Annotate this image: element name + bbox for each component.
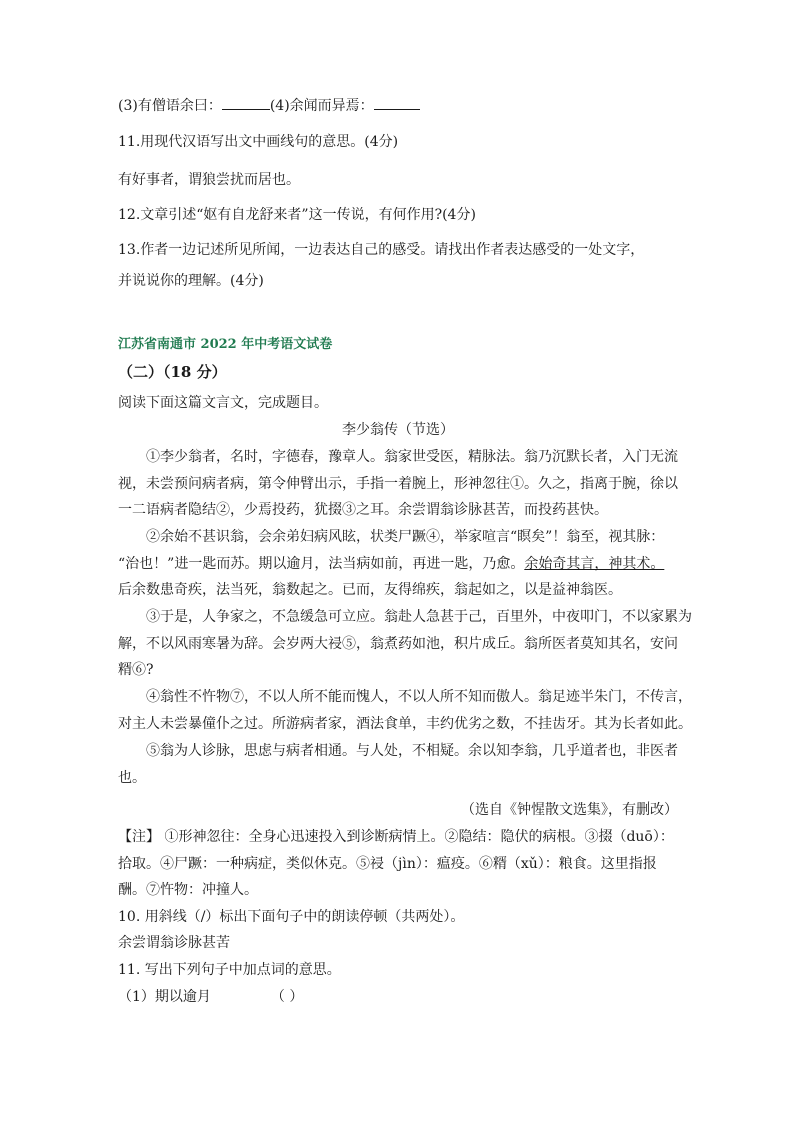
passage-title: 李少翁传（节选） <box>342 422 454 438</box>
notes-line-3: 酬。⑦忤物：冲撞人。 <box>118 882 258 898</box>
question-10b: 10. 用斜线（/）标出下面句子中的朗读停顿（共两处）。 <box>118 909 465 925</box>
paragraph-1-line-1: ①李少翁者，名时，字德春，豫章人。翁家世受医，精脉法。翁乃沉默长者，入门无流 <box>146 449 678 465</box>
question-11a: 11.用现代汉语写出文中画线句的意思。(4分) <box>118 134 399 150</box>
paragraph-3-line-2: 解，不以风雨寒暑为辞。会岁两大祲⑤，翁煮药如池，积片成丘。翁所医者莫知其名，安问 <box>118 636 678 652</box>
question-11b-item-1 <box>118 987 303 1007</box>
question-13a-line1: 13.作者一边记述所见所闻，一边表达自己的感受。请找出作者表达感受的一处文字， <box>118 242 645 258</box>
paragraph-5-line-1: ⑤翁为人诊脉，思虑与病者相通。与人处，不相疑。余以知李翁，几乎道者也，非医者 <box>146 743 678 759</box>
answer-blank[interactable] <box>222 95 270 110</box>
paragraph-4-line-1: ④翁性不忤物⑦，不以人所不能而愧人，不以人所不知而傲人。翁足迹半朱门，不传言， <box>146 689 692 705</box>
answer-parentheses[interactable]: （ ） <box>270 989 304 1005</box>
question-10b-sentence: 余尝谓翁诊脉甚苦 <box>118 935 230 951</box>
paragraph-1-line-3: 一二语病者隐结②，少焉投药，犹掇③之耳。余尝谓翁诊脉甚苦，而投药甚快。 <box>118 502 608 518</box>
question-12a: 12.文章引述“妪有自龙舒来者”这一传说，有何作用?(4分) <box>118 207 476 223</box>
paragraph-1-line-2: 视，未尝预问病者病，第令伸臂出示，手指一着腕上，形神忽往①。久之，指离于腕，徐以 <box>118 476 678 492</box>
paragraph-2-line-2 <box>118 554 664 574</box>
notes-line-2: 拾取。④尸蹶：一种病症，类似休克。⑤祲（jìn）：瘟疫。⑥糈（xǔ）：粮食。这里指报 <box>118 856 657 872</box>
question-11a-sentence: 有好事者，谓狼尝扰而居也。 <box>118 172 300 188</box>
question-13a-line2: 并说说你的理解。(4分) <box>118 273 264 289</box>
notes-line-1: 【注】 ①形神忽往：全身心迅速投入到诊断病情上。②隐结：隐伏的病根。③掇（duō）： <box>118 829 674 845</box>
item-1-text: （1）期以逾月 <box>118 989 211 1005</box>
question-11b: 11. 写出下列句子中加点词的意思。 <box>118 962 341 978</box>
underlined-sentence: 余始奇其言，神其术。 <box>524 556 665 572</box>
paragraph-2-text: “治也！”进一匙而苏。期以逾月，法当病如前，再进一匙，乃愈。 <box>118 556 525 572</box>
instruction: 阅读下面这篇文言文，完成题目。 <box>118 395 328 411</box>
answer-blank[interactable] <box>374 95 420 110</box>
paragraph-3-line-1: ③于是，人争家之，不急缓急可立应。翁赴人急甚于己，百里外，中夜叩门，不以家累为 <box>146 609 692 625</box>
paragraph-3-line-3: 糈⑥? <box>118 662 154 678</box>
paragraph-2-line-3: 后余数患奇疾，法当死，翁数起之。已而，友得绵疾，翁起如之，以是益神翁医。 <box>118 582 622 598</box>
q3-label: (3)有僧语余曰： <box>118 98 222 114</box>
section-heading: （二）（18 分） <box>118 363 227 381</box>
source-citation: （选自《钟惺散文选集》，有删改） <box>461 802 678 818</box>
paragraph-2-line-1: ②余始不甚识翁，会余弟妇病风眩，状类尸蹶④，举家喧言“瞑矣”！翁至，视其脉： <box>146 529 665 545</box>
q4-label: (4)余闻而异焉： <box>269 98 374 114</box>
question-3-4-line <box>118 95 420 116</box>
exam-title: 江苏省南通市 2022 年中考语文试卷 <box>118 337 333 352</box>
paragraph-5-line-2: 也。 <box>118 770 146 786</box>
paragraph-4-line-2: 对主人未尝暴僮仆之过。所游病者家，酒法食单，丰约优劣之数，不挂齿牙。其为长者如此。 <box>118 716 692 732</box>
